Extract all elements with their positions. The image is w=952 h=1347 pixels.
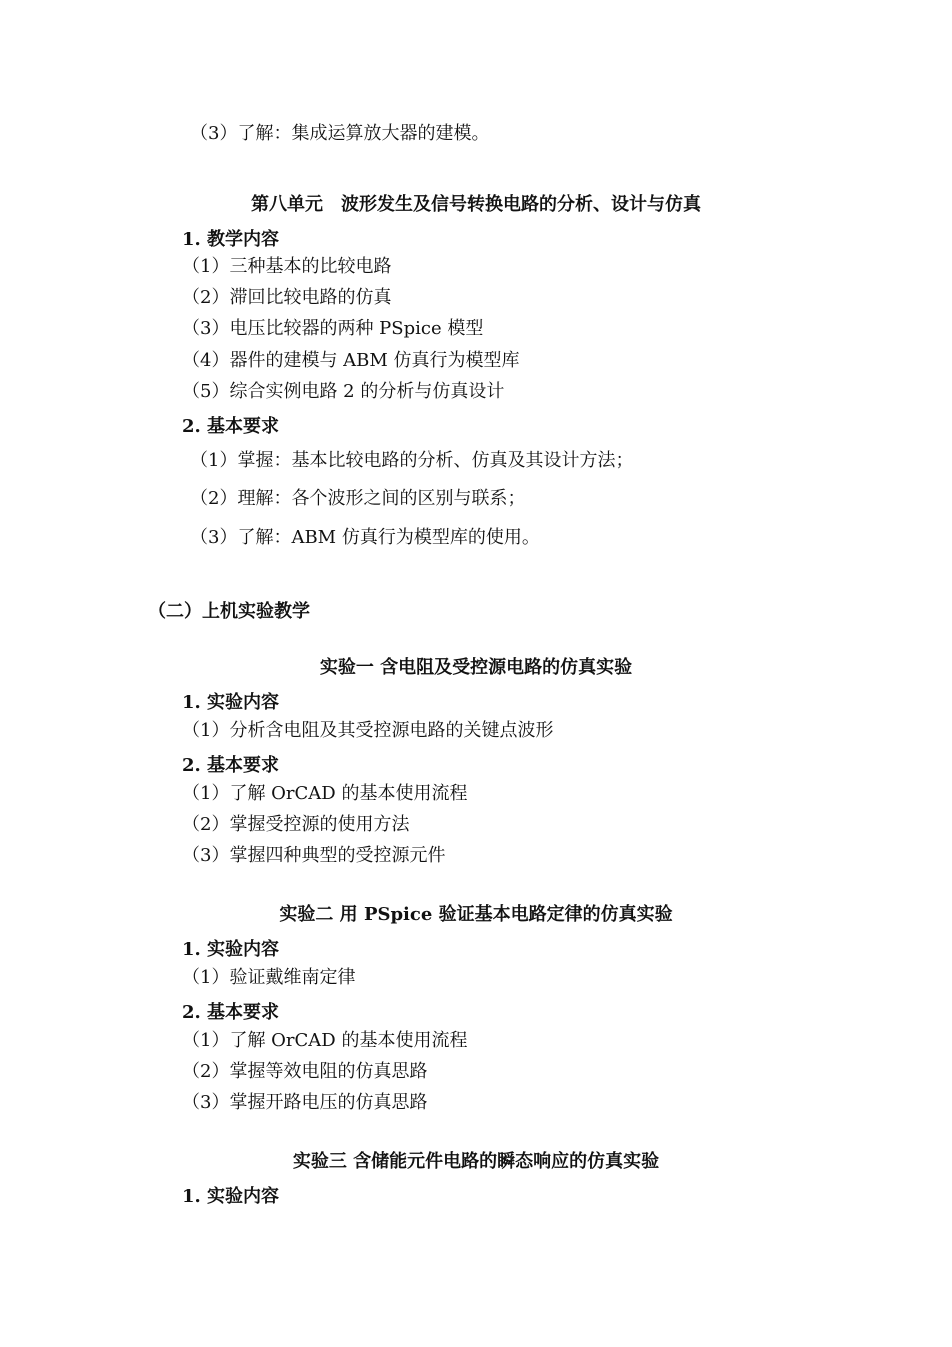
exp2-content-item: （1）验证戴维南定律 (182, 967, 356, 988)
exp1-content-item: （1）分析含电阻及其受控源电路的关键点波形 (182, 720, 554, 741)
unit8-content-item: （2）滞回比较电路的仿真 (182, 287, 392, 308)
unit8-content-heading: 1. 教学内容 (182, 229, 280, 250)
exp1-content-heading: 1. 实验内容 (182, 692, 280, 713)
exp2-req-item: （2）掌握等效电阻的仿真思路 (182, 1061, 428, 1082)
exp2-req-item: （1）了解 OrCAD 的基本使用流程 (182, 1030, 468, 1051)
exp2-req-heading: 2. 基本要求 (182, 1002, 280, 1023)
exp2-content-heading: 1. 实验内容 (182, 939, 280, 960)
unit8-content-item: （1）三种基本的比较电路 (182, 256, 392, 277)
unit8-content-item: （3）电压比较器的两种 PSpice 模型 (182, 318, 484, 339)
exp2-title: 实验二 用 PSpice 验证基本电路定律的仿真实验 (279, 904, 673, 925)
exp3-content-heading: 1. 实验内容 (182, 1186, 280, 1207)
unit8-req-item: （3）了解：ABM 仿真行为模型库的使用。 (190, 527, 540, 548)
section-2-title: （二）上机实验教学 (148, 601, 310, 622)
unit8-req-heading: 2. 基本要求 (182, 416, 280, 437)
unit8-content-item: （4）器件的建模与 ABM 仿真行为模型库 (182, 350, 520, 371)
unit8-req-item: （1）掌握：基本比较电路的分析、仿真及其设计方法； (190, 450, 634, 471)
unit8-title: 第八单元 波形发生及信号转换电路的分析、设计与仿真 (251, 194, 701, 215)
exp2-req-item: （3）掌握开路电压的仿真思路 (182, 1092, 428, 1113)
unit8-req-item: （2）理解：各个波形之间的区别与联系； (190, 488, 526, 509)
exp1-title: 实验一 含电阻及受控源电路的仿真实验 (319, 657, 633, 678)
exp1-req-heading: 2. 基本要求 (182, 755, 280, 776)
unit7-req-item-3: （3）了解：集成运算放大器的建模。 (190, 123, 490, 144)
exp3-title: 实验三 含储能元件电路的瞬态响应的仿真实验 (292, 1151, 660, 1172)
exp1-req-item: （3）掌握四种典型的受控源元件 (182, 845, 446, 866)
exp1-req-item: （1）了解 OrCAD 的基本使用流程 (182, 783, 468, 804)
exp1-req-item: （2）掌握受控源的使用方法 (182, 814, 410, 835)
unit8-content-item: （5）综合实例电路 2 的分析与仿真设计 (182, 381, 505, 402)
